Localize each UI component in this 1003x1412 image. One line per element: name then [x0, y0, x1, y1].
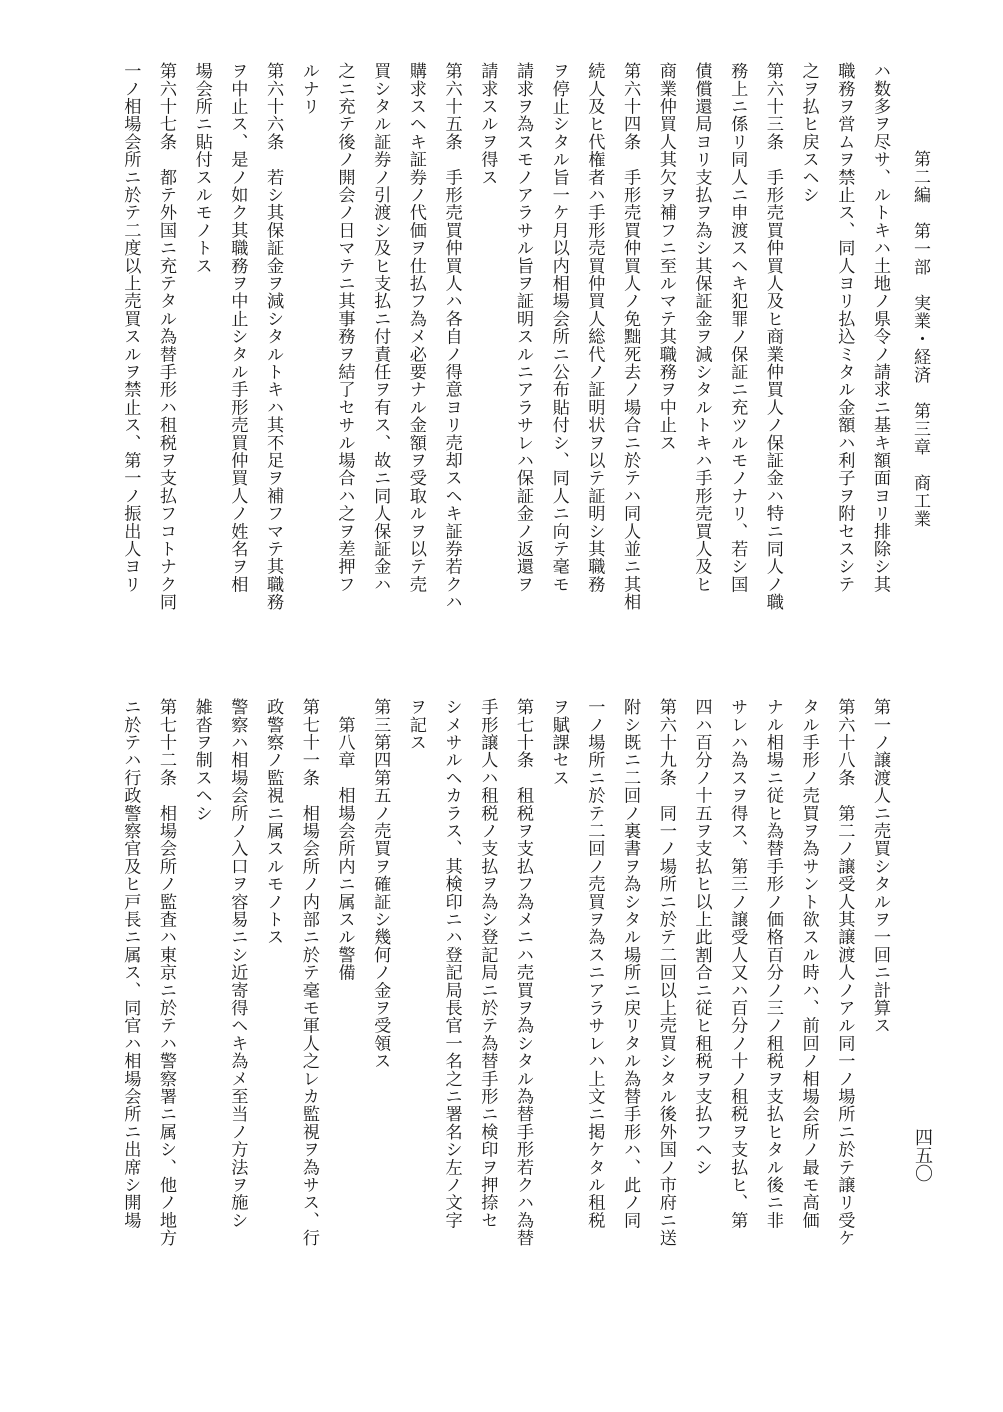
text-column: ヲ中止ス、是ノ如ク其職務ヲ中止シタル手形売買仲買人ノ姓名ヲ相: [227, 62, 248, 593]
text-column: 第一ノ譲渡人ニ売買シタルヲ一回ニ計算ス: [870, 698, 890, 1035]
text-column: ヲ停止シタル旨一ケ月以内相場会所ニ公布貼付シ、同人ニ向テ毫モ: [548, 62, 569, 593]
text-column: 続人及ヒ代権者ハ手形売買仲買人総代ノ証明状ヲ以テ証明シ其職務: [584, 62, 605, 593]
text-column: 四ハ百分ノ十五ヲ支払ヒ以上此割合ニ従ヒ租税ヲ支払フヘシ: [691, 698, 712, 1176]
text-column: 第六十七条 都テ外国ニ充テタル為替手形ハ租税ヲ支払フコトナク同: [156, 62, 176, 611]
text-column: 之ヲ払ヒ戻スヘシ: [798, 62, 819, 204]
text-column: 第七十条 租税ヲ支払フ為メニハ売買ヲ為シタル為替手形若クハ為替: [513, 698, 533, 1247]
text-column: 手形譲人ハ租税ノ支払ヲ為シ登記局ニ於テ為替手形ニ検印ヲ押捺セ: [477, 698, 498, 1229]
text-column: 商業仲買人其欠ヲ補フニ至ルマテ其職務ヲ中止ス: [655, 62, 676, 452]
text-column: ヲ賦課セス: [548, 698, 569, 787]
text-column: 第六十五条 手形売買仲買人ハ各自ノ得意ヨリ売却スヘキ証券若クハ: [441, 62, 462, 611]
text-column: 請求ヲ為スモノアラサル旨ヲ証明スルニアラサレハ保証金ノ返還ヲ: [513, 62, 533, 593]
page-number: 四五〇: [912, 1128, 933, 1182]
text-column: ルナリ: [298, 62, 319, 116]
text-column: 第六十四条 手形売買仲買人ノ免黜死去ノ場合ニ於テハ同人並ニ其相: [620, 62, 641, 611]
text-column: 雑沓ヲ制スヘシ: [191, 698, 212, 822]
text-column: 第六十九条 同一ノ場所ニ於テ二回以上売買シタル後外国ノ市府ニ送: [655, 698, 676, 1247]
text-column: 債償還局ヨリ支払ヲ為シ其保証金ヲ減シタルトキハ手形売買人及ヒ: [691, 62, 712, 593]
text-column: 請求スルヲ得ス: [477, 62, 498, 186]
text-column: 政警察ノ監視ニ属スルモノトス: [263, 698, 284, 946]
text-column: ナル相場ニ従ヒ為替手形ノ価格百分ノ三ノ租税ヲ支払ヒタル後ニ非: [762, 698, 783, 1229]
text-column: 之ニ充テ後ノ開会ノ日マテニ其事務ヲ結了セサル場合ハ之ヲ差押フ: [334, 62, 355, 593]
text-column: 第七十一条 相場会所ノ内部ニ於テ毫モ軍人之レカ監視ヲ為サス、行: [298, 698, 319, 1247]
text-column: 一ノ場所ニ於テ二回ノ売買ヲ為スニアラサレハ上文ニ掲ケタル租税: [584, 698, 605, 1229]
text-column: 警察ハ相場会所ノ入口ヲ容易ニシ近寄得ヘキ為メ至当ノ方法ヲ施シ: [227, 698, 248, 1229]
text-column: シメサルヘカラス、其検印ニハ登記局長官一名之ニ署名シ左ノ文字: [441, 698, 462, 1229]
text-column: 附シ既ニ二回ノ裏書ヲ為シタル場所ニ戻リタル為替手形ハ、此ノ同: [620, 698, 641, 1229]
running-header: 第二編 第一部 実業・経済 第三章 商工業: [910, 150, 930, 528]
text-column: ヲ記ス: [405, 698, 426, 752]
text-column: 第七十二条 相場会所ノ監査ハ東京ニ於テハ警察署ニ属シ、他ノ地方: [156, 698, 176, 1247]
text-column: タル手形ノ売買ヲ為サント欲スル時ハ、前回ノ相場会所ノ最モ高価: [798, 698, 819, 1229]
text-column: 務上ニ係リ同人ニ申渡スヘキ犯罪ノ保証ニ充ツルモノナリ、若シ国: [727, 62, 748, 593]
text-column: 第三第四第五ノ売買ヲ確証シ幾何ノ金ヲ受領ス: [370, 698, 391, 1070]
text-column: サレハ為スヲ得ス、第三ノ譲受人又ハ百分ノ十ノ租税ヲ支払ヒ、第: [727, 698, 748, 1229]
text-column: 第六十六条 若シ其保証金ヲ減シタルトキハ其不足ヲ補フマテ其職務: [263, 62, 284, 611]
text-column: 第六十八条 第二ノ譲受人其譲渡人ノアル同一ノ場所ニ於テ譲リ受ケ: [834, 698, 855, 1247]
text-column: 職務ヲ営ムヲ禁止ス、同人ヨリ払込ミタル金額ハ利子ヲ附セスシテ: [834, 62, 855, 593]
text-column: 第六十三条 手形売買仲買人及ヒ商業仲買人ノ保証金ハ特ニ同人ノ職: [762, 62, 783, 611]
text-column: 場会所ニ貼付スルモノトス: [191, 62, 212, 275]
text-column: ハ数多ヲ尽サ、ルトキハ土地ノ県令ノ請求ニ基キ額面ヨリ排除シ其: [870, 62, 890, 593]
text-column: 一ノ相場会所ニ於テ二度以上売買スルヲ禁止ス、第一ノ振出人ヨリ: [120, 62, 141, 593]
text-column: 購求スヘキ証券ノ代価ヲ仕払フ為メ必要ナル金額ヲ受取ルヲ以テ売: [405, 62, 426, 593]
text-column: 第八章 相場会所内ニ属スル警備: [334, 698, 355, 982]
text-column: ニ於テハ行政警察官及ヒ戸長ニ属ス、同官ハ相場会所ニ出席シ開場: [120, 698, 141, 1229]
text-column: 買シタル証券ノ引渡シ及ヒ支払ニ付責任ヲ有ス、故ニ同人保証金ハ: [370, 62, 391, 593]
